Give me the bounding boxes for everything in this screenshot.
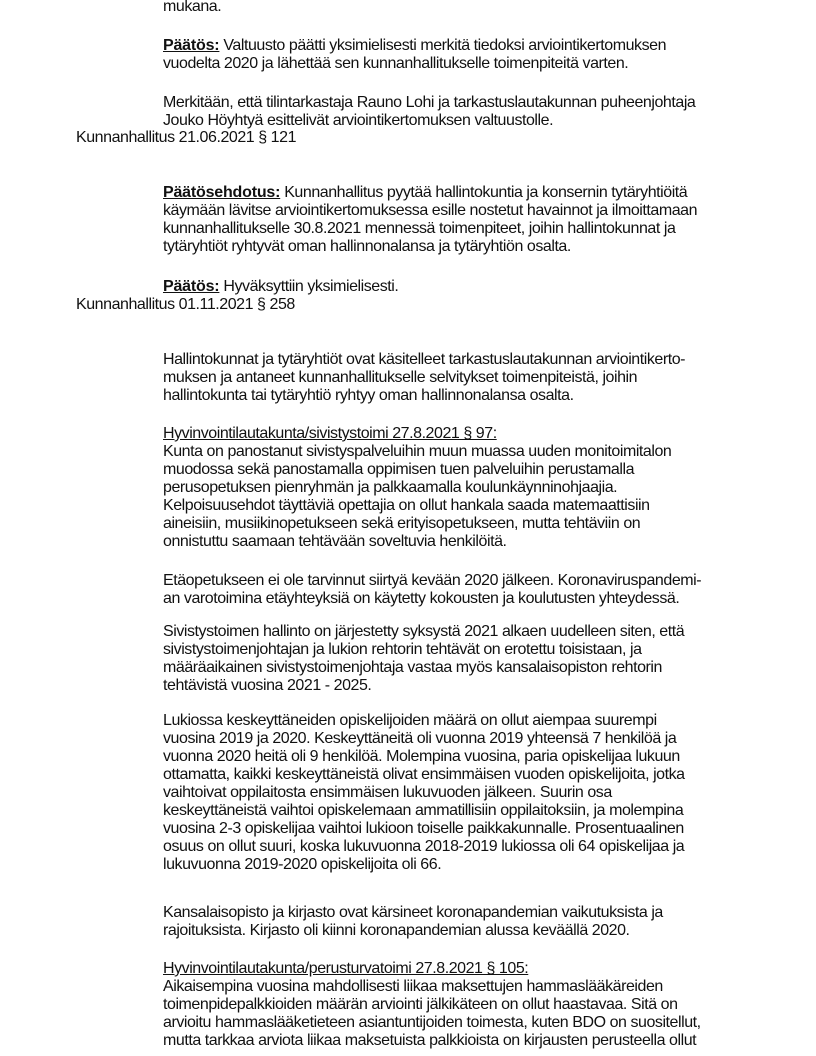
text-line: an varotoimina etäyhteyksiä on käytetty kokousten ja koulutusten yhteydessä. [163,590,680,607]
text-line: Hallintokunnat ja tytäryhtiöt ovat käsitelleet tarkastuslautakunnan arviointikerto- [163,351,686,368]
text-line: onnistuttu saamaan tehtävään soveltuvia henkilöitä. [163,533,507,550]
text-line: Aikaisempina vuosina mahdollisesti liikaa maksettujen hammaslääkäreiden [163,978,663,995]
text-line: mukana. [163,0,222,15]
proposal-label: Päätösehdotus: [163,184,281,201]
decision-text: Hyväksyttiin yksimielisesti. [219,278,399,295]
decision-label: Päätös: [163,278,220,295]
intro-paragraph [163,351,685,405]
text-line: muodossa sekä panostamalla oppimisen tuen palveluihin perustamalla [163,461,635,478]
presenter-note [163,94,695,130]
text-line [163,37,666,55]
decision-label: Päätös: [163,37,220,54]
text-line: hallintokunta tai tytäryhtiö ryhtyy oman hallinnonalansa osalta. [163,387,574,404]
text-line: Etäopetukseen ei ole tarvinnut siirtyä kevään 2020 jälkeen. Koronaviruspandemi- [163,572,702,589]
text-line: keskeyttäneistä vaihtoi opiskelemaan ammatillisiin oppilaitoksiin, ja molempina [163,802,684,819]
text-line: vaihtoivat oppilaitosta ensimmäisen lukuvuoden jälkeen. Suurin osa [163,784,612,801]
text-line: Merkitään, että tilintarkastaja Rauno Lohi ja tarkastuslautakunnan puheenjohtaja [163,94,696,111]
sivistys-paragraph-5 [163,904,663,940]
text-line: Sivistystoimen hallinto on järjestetty syksystä 2021 alkaen uudelleen siten, että [163,623,685,640]
text-line: vuosina 2-3 opiskelijaa vaihtoi lukioon toiselle paikkakunnalle. Prosentuaalinen [163,820,684,837]
text-line: Kansalaisopisto ja kirjasto ovat kärsineet koronapandemian vaikutuksista ja [163,904,663,921]
text-line: vuonna 2020 heitä oli 9 henkilöä. Molempina vuosina, paria opiskelijaa lukuun [163,748,680,765]
text-line: lukuvuonna 2019-2020 opiskelijoita oli 66. [163,856,442,873]
text-line: toimenpidepalkkioiden määrän arviointi jälkikäteen on ollut haastavaa. Sitä on [163,996,678,1013]
text-line: ottamatta, kaikki keskeyttäneistä olivat ensimmäisen vuoden opiskelijoita, jotka [163,766,685,783]
sivistys-section [163,425,671,551]
text-line [163,184,697,202]
text-line: tytäryhtiöt ryhtyvät oman hallinnonalansa ja tytäryhtiön osalta. [163,238,571,255]
text-line [163,278,398,296]
text-line: Jouko Höyhtyä esittelivät arviointikertomuksen valtuustolle. [163,112,554,129]
text-line: käymään lävitse arviointikertomuksessa esille nostetut havainnot ja ilmoittamaan [163,202,698,219]
text-line: aineisiin, musiikinopetukseen sekä erityisopetukseen, mutta tehtäviin on [163,515,641,532]
text-line: määräaikainen sivistystoimenjohtaja vastaa myös kansalaisopiston rehtorin [163,659,662,676]
sivistys-paragraph-2 [163,572,701,608]
text-line: vuosina 2019 ja 2020. Keskeyttäneitä oli vuonna 2019 yhteensä 7 henkilöä ja [163,730,677,747]
meeting-heading-1: Kunnanhallitus 21.06.2021 § 121 [76,129,297,146]
text-line: muksen ja antaneet kunnanhallitukselle selvitykset toimenpiteistä, joihin [163,369,638,386]
text-line: Kunta on panostanut sivistyspalveluihin muun muassa uuden monitoimitalon [163,443,672,460]
meeting1-decision [163,278,398,296]
decision-text: Valtuusto päätti yksimielisesti merkitä tiedoksi arviointikertomuksen [219,37,667,54]
proposal-text: Kunnanhallitus pyytää hallintokuntia ja konsernin tytäryhtiöitä [280,184,688,201]
perusturva-section [163,960,701,1050]
text-line: sivistystoimenjohtajan ja lukion rehtorin tehtävät on erotettu toisistaan, ja [163,641,642,658]
sivistys-paragraph-4 [163,712,685,874]
section-heading: Hyvinvointilautakunta/perusturvatoimi 27.8.2021 § 105: [163,960,529,977]
text-line: arvioitu hammaslääketieteen asiantuntijoiden toimesta, kuten BDO on suositellut, [163,1014,701,1031]
text-line: kunnanhallitukselle 30.8.2021 mennessä toimenpiteet, joihin hallintokunnat ja [163,220,676,237]
text-line: mutta tarkkaa arviota liikaa maksetuista palkkioista on kirjausten perusteella ollut [163,1032,697,1049]
text-line: Lukiossa keskeyttäneiden opiskelijoiden määrä on ollut aiempaa suurempi [163,712,657,729]
decision-proposal [163,184,697,256]
meeting-heading-2: Kunnanhallitus 01.11.2021 § 258 [76,296,295,313]
text-line: vuodelta 2020 ja lähettää sen kunnanhallitukselle toimenpiteitä varten. [163,55,629,72]
sivistys-paragraph-3 [163,623,684,695]
paragraph-top-fragment [163,0,221,16]
text-line: Kelpoisuusehdot täyttäviä opettajia on ollut hankala saada matemaattisiin [163,497,650,514]
text-line: perusopetuksen pienryhmän ja palkkaamalla koulunkäynninohjaajia. [163,479,618,496]
text-line: osuus on ollut suuri, koska lukuvuonna 2018-2019 lukiossa oli 64 opiskelijaa ja [163,838,685,855]
section-heading: Hyvinvointilautakunta/sivistystoimi 27.8.2021 § 97: [163,425,497,442]
text-line: rajoituksista. Kirjasto oli kiinni koronapandemian alussa keväällä 2020. [163,922,630,939]
valtuusto-decision [163,37,666,73]
text-line: tehtävistä vuosina 2021 - 2025. [163,677,372,694]
